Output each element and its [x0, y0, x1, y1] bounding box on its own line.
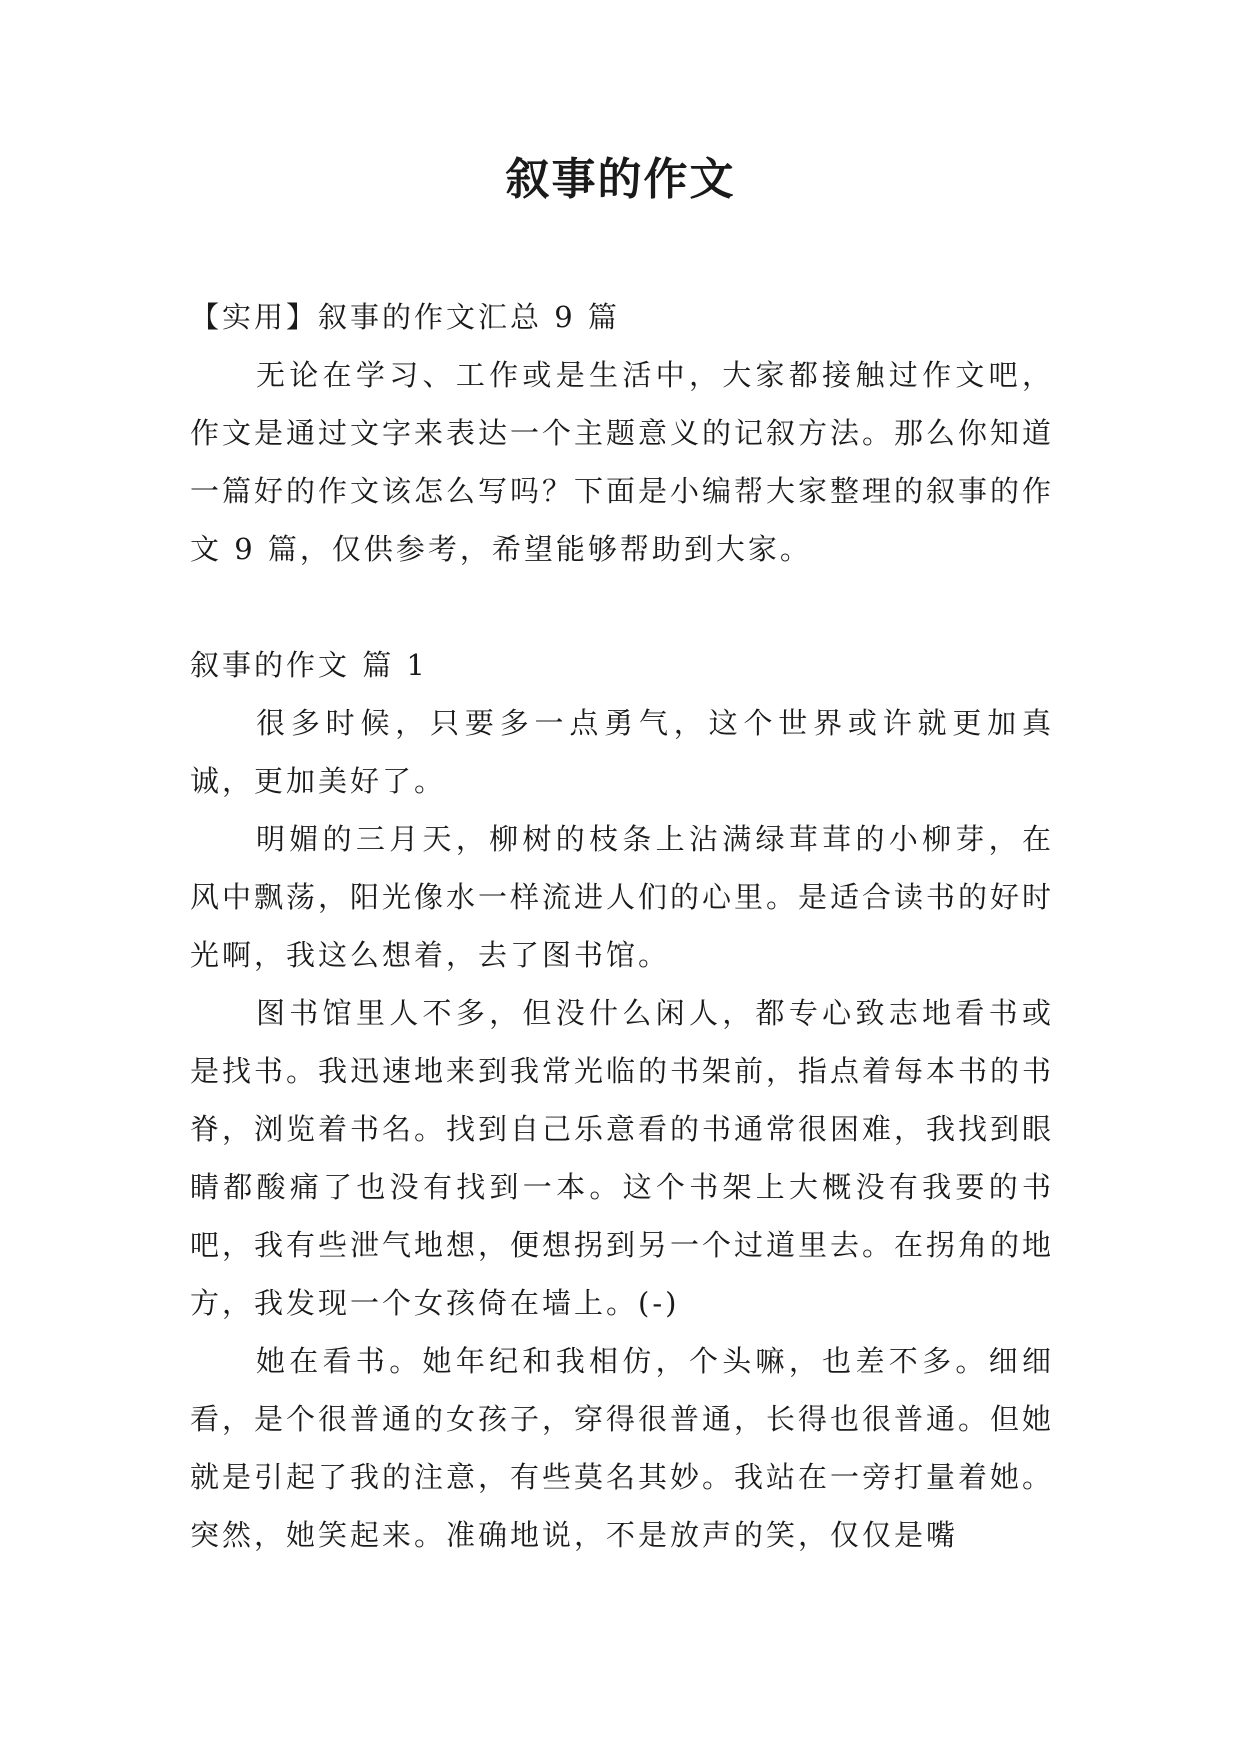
body-paragraph: 图书馆里人不多，但没什么闲人，都专心致志地看书或是找书。我迅速地来到我常光临的书架前，指点着每本书的书脊，浏览着书名。找到自己乐意看的书通常很困难，我找到眼睛都酸痛了也没有找到一本。这个书架上大概没有我要的书吧，我有些泄气地想，便想拐到另一个过道里去。在拐角的地方，我发现一个女孩倚在墙上。(-) [190, 996, 1055, 1320]
body-paragraph: 明媚的三月天，柳树的枝条上沾满绿茸茸的小柳芽，在风中飘荡，阳光像水一样流进人们的心里。是适合读书的好时光啊，我这么想着，去了图书馆。 [190, 822, 1055, 972]
body-paragraph: 很多时候，只要多一点勇气，这个世界或许就更加真诚，更加美好了。 [190, 706, 1054, 798]
document-subtitle: 【实用】叙事的作文汇总 9 篇 [190, 300, 620, 334]
document-title: 叙事的作文 [505, 154, 736, 205]
body-paragraph: 她在看书。她年纪和我相仿，个头嘛，也差不多。细细看，是个很普通的女孩子，穿得很普通，长得也很普通。但她就是引起了我的注意，有些莫名其妙。我站在一旁打量着她。突然，她笑起来。准确地说，不是放声的笑，仅仅是嘴 [190, 1344, 1055, 1552]
section-heading: 叙事的作文 篇 1 [190, 648, 428, 682]
intro-paragraph: 无论在学习、工作或是生活中，大家都接触过作文吧，作文是通过文字来表达一个主题意义的记叙方法。那么你知道一篇好的作文该怎么写吗？下面是小编帮大家整理的叙事的作文 9 篇，仅供参考，希望能够帮助到大家。 [190, 358, 1055, 566]
document-body [190, 288, 1054, 1564]
